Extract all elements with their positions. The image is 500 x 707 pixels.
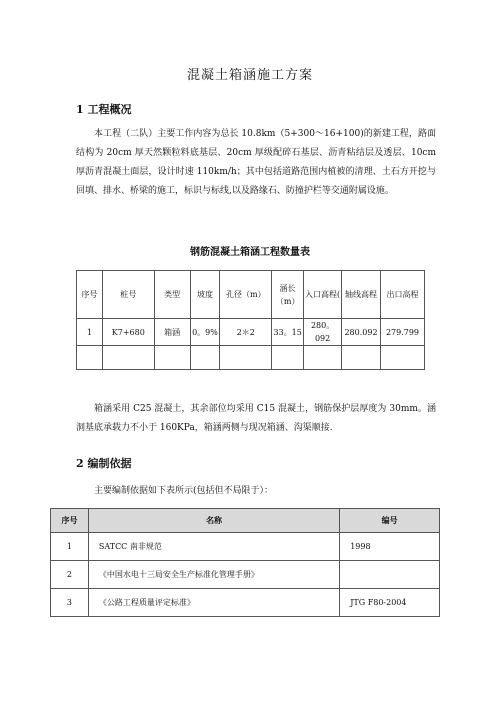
header-cell: 孔径（m） bbox=[220, 271, 272, 319]
table-cell: K7+680 bbox=[102, 319, 154, 346]
table-cell: JTG F80-2004 bbox=[340, 589, 440, 617]
table-cell: 33。15 bbox=[272, 319, 304, 346]
table-cell bbox=[220, 346, 272, 370]
header-cell: 类型 bbox=[154, 271, 190, 319]
table-header-row bbox=[77, 271, 425, 319]
table-cell: 1 bbox=[77, 319, 103, 346]
section-2-heading: 2 编制依据 bbox=[76, 457, 132, 470]
table-cell: 箱涵 bbox=[154, 319, 190, 346]
table-cell bbox=[190, 346, 220, 370]
table-cell: 280。092 bbox=[304, 319, 342, 346]
table-row bbox=[51, 533, 440, 561]
header-cell: 序号 bbox=[77, 271, 103, 319]
table-cell: 0。9% bbox=[190, 319, 220, 346]
table-cell: 《中国水电十三局安全生产标准化管理手册》 bbox=[88, 561, 339, 589]
table-row bbox=[51, 589, 440, 617]
table-cell bbox=[342, 346, 381, 370]
table-cell bbox=[304, 346, 342, 370]
table-cell bbox=[380, 346, 424, 370]
section-2-intro: 主要编制依据如下表所示(包括但不局限于）： bbox=[94, 486, 274, 496]
table-row bbox=[77, 346, 425, 370]
header-cell: 桩号 bbox=[102, 271, 154, 319]
header-cell: 坡度 bbox=[190, 271, 220, 319]
section-1-note-paragraph: 箱涵采用 C25 混凝土，其余部位均采用 C15 混凝土，钢筋保护层厚度为 30mm。涵洞基底承载力不小于 160KPa，箱涵两侧与现况箱涵、沟渠顺接. bbox=[76, 404, 436, 433]
table-cell: 1 bbox=[51, 533, 89, 561]
table-cell bbox=[154, 346, 190, 370]
table-cell bbox=[340, 561, 440, 589]
table-cell: 279.799 bbox=[380, 319, 424, 346]
table-row bbox=[51, 561, 440, 589]
culvert-quantity-table bbox=[76, 270, 425, 370]
table-cell: 2 bbox=[51, 561, 89, 589]
table-cell bbox=[77, 346, 103, 370]
table-caption: 钢筋混凝土箱涵工程数量表 bbox=[190, 247, 310, 258]
document-title: 混凝土箱涵施工方案 bbox=[186, 68, 313, 83]
header-cell: 名称 bbox=[88, 509, 339, 533]
header-cell: 轴线高程 bbox=[342, 271, 381, 319]
header-cell: 涵长（m） bbox=[272, 271, 304, 319]
section-1-paragraph: 本工程（二队）主要工作内容为总长 10.8km（5+300～16+100)的新建工程，路面结构为 20cm 厚天然颗粒料底基层、20cm 厚级配碎石基层、沥青粘结层及透层、10cm 厚沥青混凝土面层，设计时速 110km/h；其中包括道路范围内植被的清理、土石方开挖与回填、排水、桥梁的施工，标识与标线,以及路缘石、防撞护栏等交通附属设施。 bbox=[76, 129, 436, 196]
reference-standards-table bbox=[50, 508, 440, 617]
header-cell: 出口高程 bbox=[380, 271, 424, 319]
table-cell: 280.092 bbox=[342, 319, 381, 346]
table-cell: 《公路工程质量评定标准》 bbox=[88, 589, 339, 617]
table-cell: 1998 bbox=[340, 533, 440, 561]
header-cell: 编号 bbox=[340, 509, 440, 533]
header-cell: 序号 bbox=[51, 509, 89, 533]
table-cell bbox=[102, 346, 154, 370]
header-cell: 入口高程( bbox=[304, 271, 342, 319]
table-header-row bbox=[51, 509, 440, 533]
table-cell: 3 bbox=[51, 589, 89, 617]
table-cell bbox=[272, 346, 304, 370]
table-cell: SATCC 南非规范 bbox=[88, 533, 339, 561]
table-cell: 2＊2 bbox=[220, 319, 272, 346]
section-1-heading: 1 工程概况 bbox=[76, 103, 132, 116]
table-row bbox=[77, 319, 425, 346]
